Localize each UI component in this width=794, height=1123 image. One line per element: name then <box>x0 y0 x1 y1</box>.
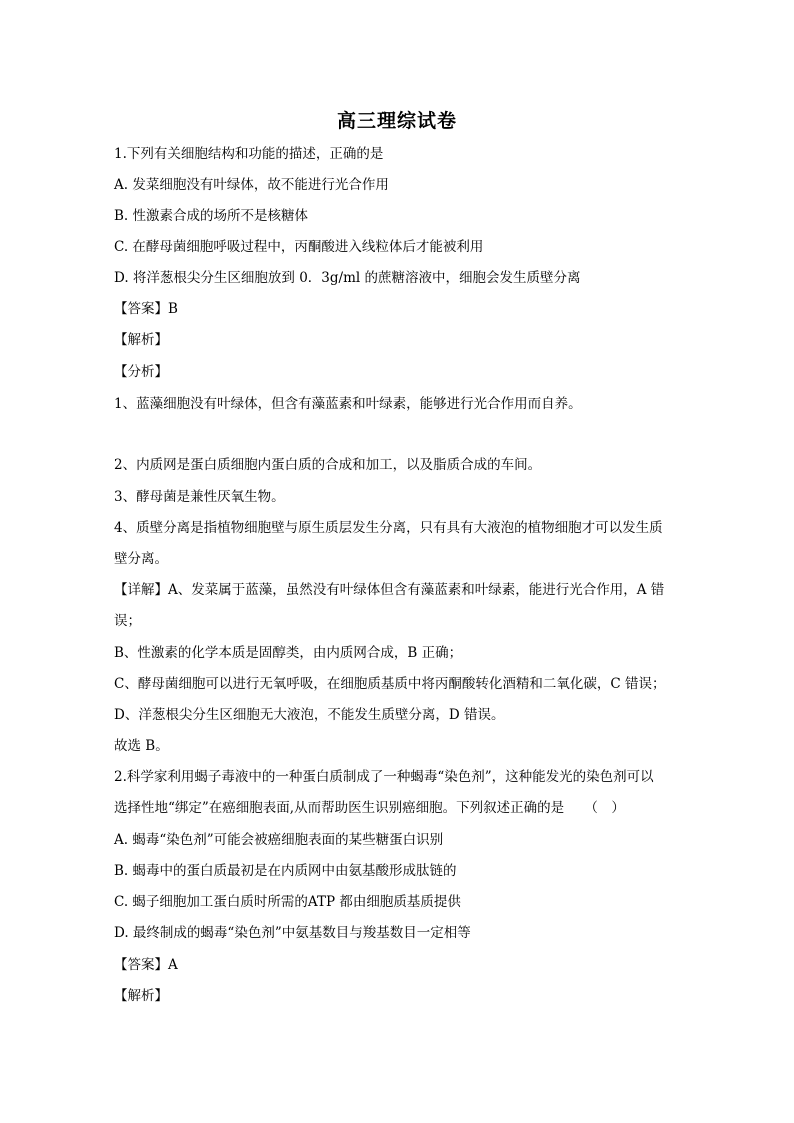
q1-option-d: D. 将洋葱根尖分生区细胞放到 0．3g/ml 的蔗糖溶液中，细胞会发生质壁分离 <box>114 270 581 286</box>
q1-fenxi-point-4: 4、质壁分离是指植物细胞壁与原生质层发生分离，只有具有大液泡的植物细胞才可以发生质 <box>114 520 663 536</box>
q1-conclusion: 故选 B。 <box>114 738 169 754</box>
q1-detail-b: B、性激素的化学本质是固醇类，由内质网合成，B 正确； <box>114 645 463 661</box>
q2-option-c: C. 蝎子细胞加工蛋白质时所需的ATP 都由细胞质基质提供 <box>114 894 461 910</box>
q1-answer: 【答案】B <box>114 301 178 317</box>
q1-fenxi-point-3: 3、酵母菌是兼性厌氧生物。 <box>114 489 285 505</box>
q1-option-a: A. 发菜细胞没有叶绿体，故不能进行光合作用 <box>114 177 389 193</box>
q1-stem: 1.下列有关细胞结构和功能的描述，正确的是 <box>114 146 384 162</box>
q2-option-a: A. 蝎毒“染色剂”可能会被癌细胞表面的某些糖蛋白识别 <box>114 832 444 848</box>
q1-option-b: B. 性激素合成的场所不是核糖体 <box>114 208 309 224</box>
q2-answer: 【答案】A <box>114 957 178 973</box>
q1-fenxi-point-2: 2、内质网是蛋白质细胞内蛋白质的合成和加工，以及脂质合成的车间。 <box>114 457 542 473</box>
q1-fenxi-heading: 【分析】 <box>114 364 168 380</box>
q2-analysis-heading: 【解析】 <box>114 988 168 1004</box>
q1-analysis-heading: 【解析】 <box>114 332 168 348</box>
page-title: 高三理综试卷 <box>336 110 457 132</box>
q1-fenxi-point-4-cont: 壁分离。 <box>114 551 168 567</box>
q2-stem-line-1: 2.科学家利用蝎子毒液中的一种蛋白质制成了一种蝎毒“染色剂”，这种能发光的染色剂可以 <box>114 769 654 785</box>
q1-detail-a: 【详解】A、发菜属于蓝藻，虽然没有叶绿体但含有藻蓝素和叶绿素，能进行光合作用，A 错 <box>114 582 665 598</box>
q1-fenxi-point-1: 1、蓝藻细胞没有叶绿体，但含有藻蓝素和叶绿素，能够进行光合作用而自养。 <box>114 396 582 412</box>
q1-option-c: C. 在酵母菌细胞呼吸过程中，丙酮酸进入线粒体后才能被利用 <box>114 239 484 255</box>
q2-option-b: B. 蝎毒中的蛋白质最初是在内质网中由氨基酸形成肽链的 <box>114 863 457 879</box>
q1-detail-c: C、酵母菌细胞可以进行无氧呼吸，在细胞质基质中将丙酮酸转化酒精和二氧化碳，C 错误； <box>114 676 666 692</box>
q1-detail-d: D、洋葱根尖分生区细胞无大液泡，不能发生质壁分离，D 错误。 <box>114 707 505 723</box>
q1-detail-a-cont: 误； <box>114 613 141 629</box>
q2-stem-line-2: 选择性地“绑定”在癌细胞表面,从而帮助医生识别癌细胞。下列叙述正确的是 （ ） <box>114 800 625 816</box>
q2-option-d: D. 最终制成的蝎毒“染色剂”中氨基数目与羧基数目一定相等 <box>114 925 471 941</box>
